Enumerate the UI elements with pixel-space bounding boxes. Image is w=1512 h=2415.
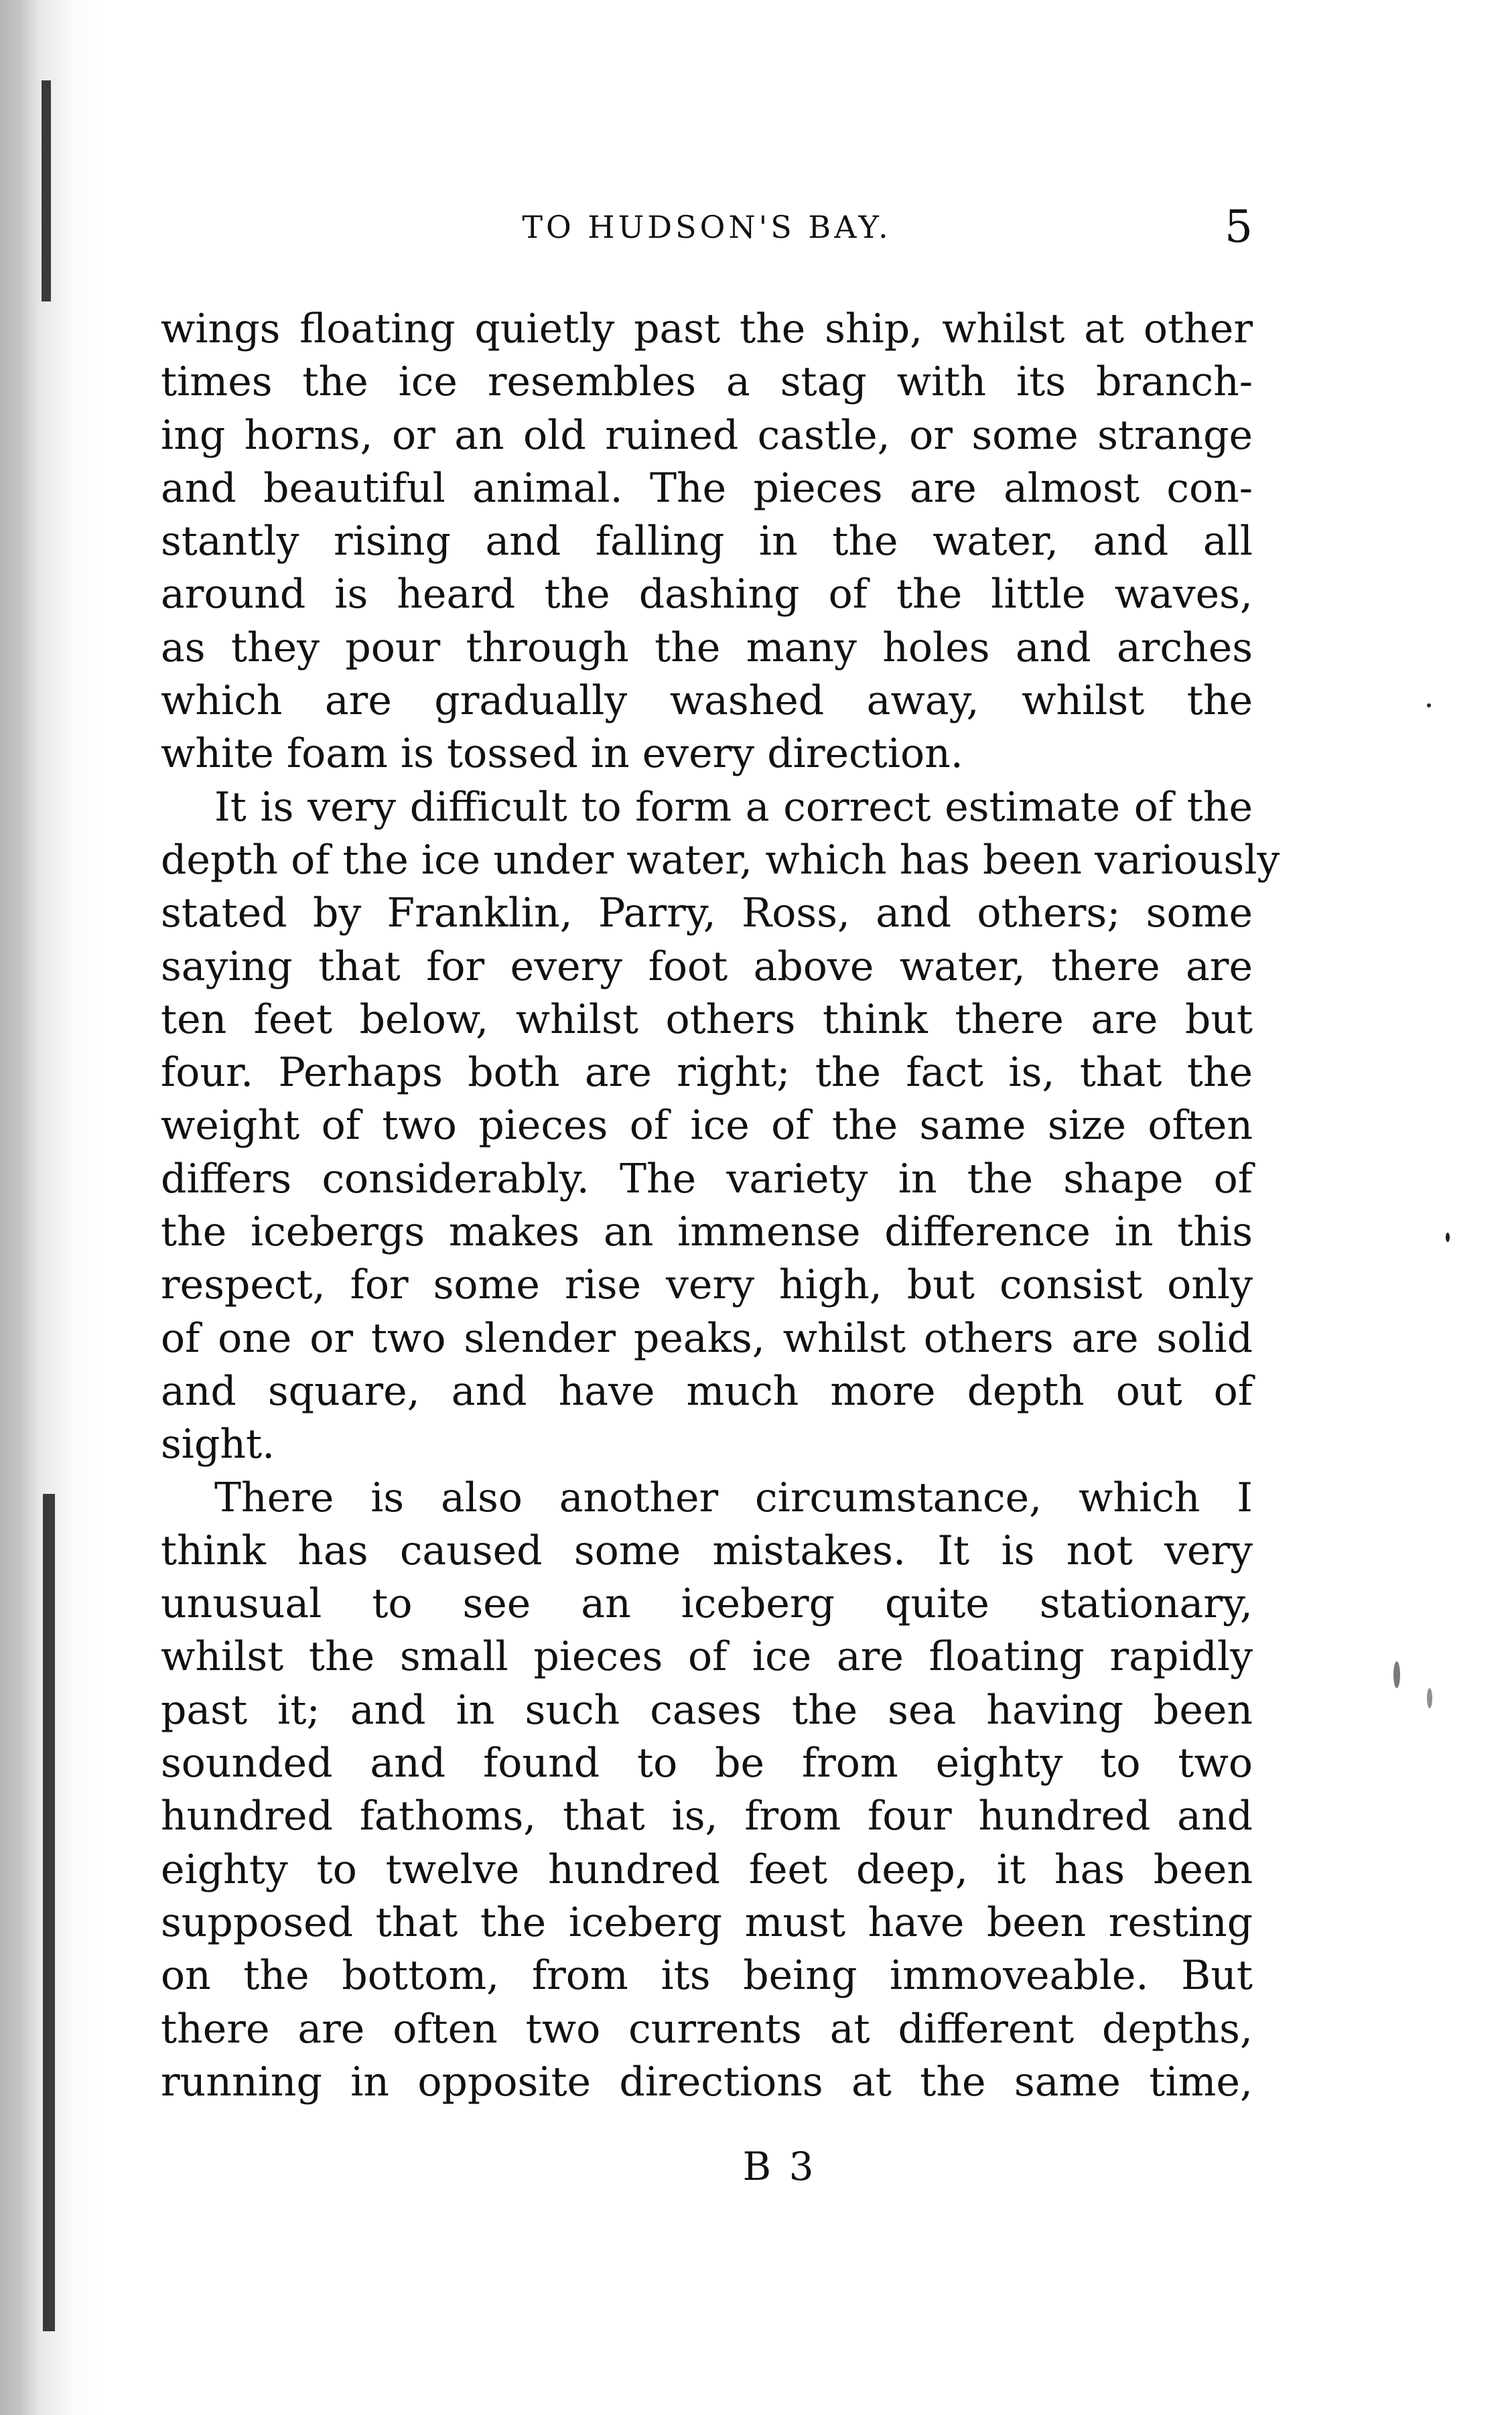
signature-label: B 3 [742, 2144, 817, 2189]
text-line: think has caused some mistakes. It is not very [161, 1527, 1253, 1574]
running-head: TO HUDSON'S BAY. [522, 209, 892, 245]
text-line: whilst the small pieces of ice are floating rapidly [161, 1633, 1253, 1681]
body-text [161, 303, 1280, 2109]
text-line: It is very difficult to form a correct estimate of the [214, 783, 1253, 831]
text-line: hundred fathoms, that is, from four hundred and [161, 1793, 1253, 1840]
text-line: of one or two slender peaks, whilst others are solid [161, 1314, 1253, 1362]
text-line: supposed that the iceberg must have been resting [161, 1899, 1253, 1946]
text-line: respect, for some rise very high, but consist only [161, 1261, 1253, 1309]
text-line: on the bottom, from its being immoveable. But [161, 1952, 1253, 2000]
text-line: past it; and in such cases the sea having been [161, 1686, 1253, 1734]
binding-edge-mark [43, 1494, 55, 2331]
page-header [161, 201, 1253, 261]
text-line: and beautiful animal. The pieces are almost con- [161, 464, 1253, 512]
text-line: ten feet below, whilst others think there are but [161, 995, 1253, 1043]
text-line: which are gradually washed away, whilst the [161, 677, 1253, 725]
text-line: there are often two currents at different depths, [161, 2005, 1253, 2053]
text-line: stated by Franklin, Parry, Ross, and others; some [161, 890, 1253, 937]
text-line: wings floating quietly past the ship, whilst at other [161, 305, 1253, 352]
margin-speck [1427, 703, 1431, 707]
margin-speck [1427, 1688, 1432, 1708]
text-line: ing horns, or an old ruined castle, or some strange [161, 411, 1253, 459]
text-line: around is heard the dashing of the little waves, [161, 571, 1253, 618]
text-line: depth of the ice under water, which has been variously [161, 836, 1280, 884]
text-line: unusual to see an iceberg quite stationary, [161, 1580, 1253, 1628]
binding-edge-mark [42, 80, 51, 301]
margin-speck [1393, 1661, 1400, 1688]
text-line: differs considerably. The variety in the shape of [161, 1155, 1253, 1202]
text-line: the icebergs makes an immense difference in this [161, 1209, 1253, 1256]
text-line: saying that for every foot above water, there are [161, 943, 1253, 990]
text-line: stantly rising and falling in the water, and all [161, 518, 1253, 565]
text-line: running in opposite directions at the same time, [161, 2058, 1253, 2106]
text-line: weight of two pieces of ice of the same size often [161, 1102, 1253, 1150]
text-line: and square, and have much more depth out of [161, 1367, 1253, 1415]
text-line: white foam is tossed in every direction. [161, 730, 963, 778]
text-line: sight. [161, 1421, 275, 1468]
text-line: four. Perhaps both are right; the fact is, that the [161, 1049, 1253, 1097]
page-number: 5 [1225, 201, 1253, 253]
signature-mark [0, 2144, 1512, 2189]
text-line: sounded and found to be from eighty to two [161, 1740, 1253, 1787]
text-line: as they pour through the many holes and arches [161, 624, 1253, 671]
text-line: There is also another circumstance, which I [214, 1474, 1253, 1521]
margin-speck [1446, 1233, 1450, 1242]
text-line: times the ice resembles a stag with its branch- [161, 358, 1253, 406]
text-line: eighty to twelve hundred feet deep, it has been [161, 1846, 1253, 1893]
